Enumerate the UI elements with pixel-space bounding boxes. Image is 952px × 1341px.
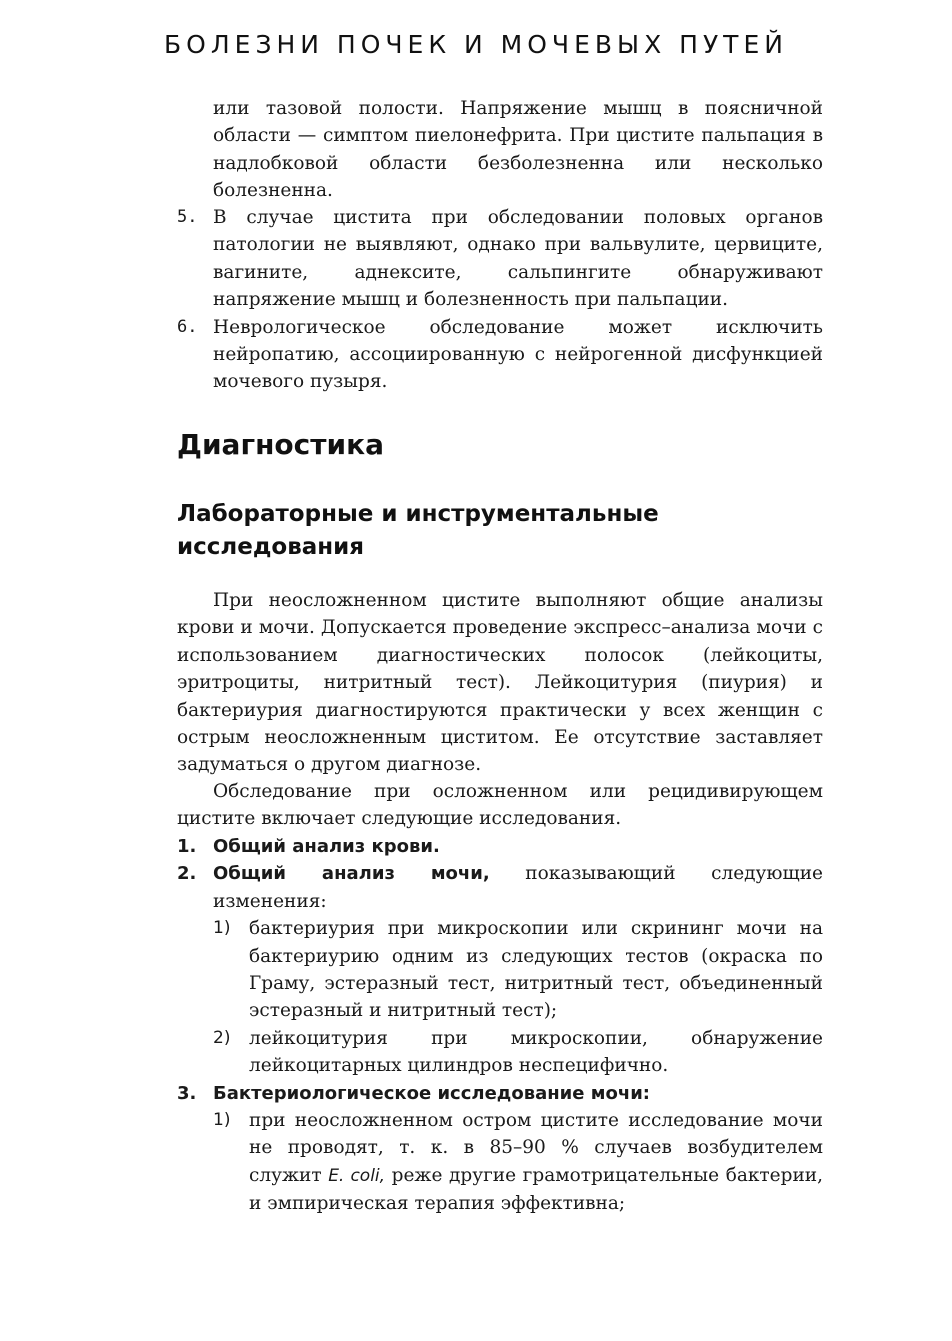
sublist-number: 2): [213, 1027, 231, 1048]
list-item: [177, 314, 823, 396]
sublist-text: лейкоцитурия при микроскопии, обнаружение лейкоцитарных цилиндров неспецифично.: [249, 1027, 823, 1077]
list-text: Неврологическое обследование может исключить нейропатию, ассоциированную с нейрогенной дисфункцией мочевого пузыря.: [213, 316, 823, 393]
list-number: 2.: [177, 863, 197, 885]
running-header: БОЛЕЗНИ ПОЧЕК И МОЧЕВЫХ ПУТЕЙ: [164, 30, 788, 59]
list-item-title: Общий анализ крови.: [213, 836, 440, 857]
sublist-text: [249, 1107, 823, 1218]
list-number: 6.: [177, 316, 198, 337]
list-item: [177, 1080, 823, 1107]
sublist-number: 1): [213, 1110, 231, 1131]
sublist-text-after: реже другие грамотрицательные бактерии, и эмпирическая терапия эффективна;: [249, 1164, 823, 1215]
list-item-title: Общий анализ мочи,: [213, 863, 490, 885]
sublist-number: 1): [213, 918, 231, 939]
survey-paragraph: Обследование при осложненном или рецидивирующем цистите включает следующие исследования.: [177, 781, 823, 830]
list-item: [177, 860, 823, 915]
sublist-item: [213, 915, 823, 1025]
subsection-heading: Лабораторные и инструментальные исследования: [177, 501, 659, 560]
list-number: 5.: [177, 207, 198, 227]
list-item: [177, 204, 823, 314]
investigations-list: [177, 833, 823, 1218]
list-number: 1.: [177, 836, 197, 857]
list-item-title: Бактериологическое исследование мочи:: [213, 1082, 651, 1104]
list-text: [213, 860, 823, 915]
exam-list: [177, 204, 823, 396]
sublist-item: [213, 1107, 823, 1218]
section-heading: Диагностика: [177, 428, 385, 461]
species-name: E. coli,: [328, 1165, 386, 1186]
list-item: [177, 833, 823, 860]
intro-paragraph: При неосложненном цистите выполняют общие анализы крови и мочи. Допускается проведение экспресс–анализа мочи с использованием диагностических полосок (лейкоциты, эритроциты, нитритный тест). Лейкоцитурия (пиурия) и бактериурия диагностируются практически у всех женщин с острым неосложненным циститом. Ее отсутствие заставляет задуматься о другом диагнозе.: [177, 590, 823, 776]
list-text: В случае цистита при обследовании половых органов патологии не выявляют, однако при вальвулите, цервиците, вагините, аднексите, сальпингите обнаруживают напряжение мышц и болезненность при пальпации.: [213, 207, 823, 311]
continued-paragraph: или тазовой полости. Напряжение мышц в поясничной области — симптом пиелонефрита. При цистите пальпация в надлобковой области безболезненна или несколько болезненна.: [213, 98, 823, 202]
list-number: 3.: [177, 1082, 197, 1104]
sublist-text: бактериурия при микроскопии или скрининг мочи на бактериурию одним из следующих тестов (окраска по Граму, эстеразный тест, нитритный тест, объединенный эстеразный и нитритный тест);: [249, 918, 823, 1022]
sublist-item: [213, 1025, 823, 1080]
list-item-rest: показывающий следующие изменения:: [213, 863, 823, 912]
sublist-text-before: при неосложненном остром цистите исследование мочи не проводят, т. к. в 85–90 % случаев возбудителем служит: [249, 1110, 823, 1186]
